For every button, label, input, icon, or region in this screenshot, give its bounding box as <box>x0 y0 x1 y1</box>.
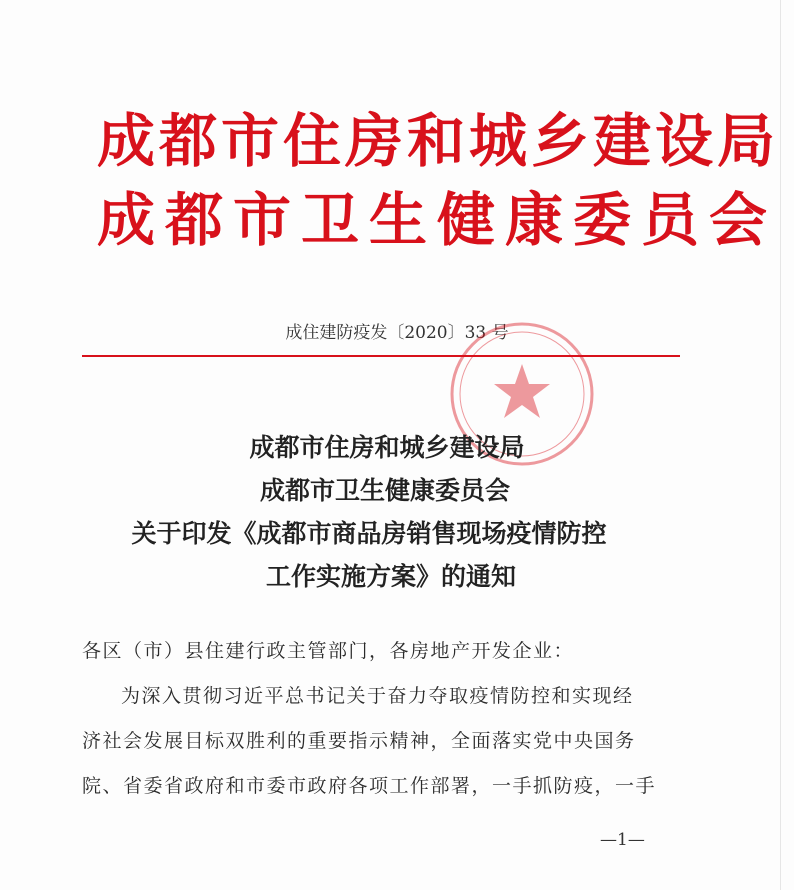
title-line-1: 成都市住房和城乡建设局 <box>249 433 525 462</box>
title-line-2: 成都市卫生健康委员会 <box>259 476 510 505</box>
body-line-1: 为深入贯彻习近平总书记关于奋力夺取疫情防控和实现经 <box>121 685 634 707</box>
body-line-3: 院、省委省政府和市委市政府各项工作部署，一手抓防疫，一手 <box>82 775 657 797</box>
issuer-header-line-1: 成都市住房和城乡建设局 <box>97 107 780 175</box>
document-number: 成住建防疫发〔2020〕33 号 <box>285 323 509 343</box>
body-line-2: 济社会发展目标双胜利的重要指示精神，全面落实党中央国务 <box>82 730 636 752</box>
title-line-4: 工作实施方案》的通知 <box>265 562 516 591</box>
salutation: 各区（市）县住建行政主管部门，各房地产开发企业： <box>82 640 575 662</box>
page-number: —1— <box>600 830 645 850</box>
title-line-3: 关于印发《成都市商品房销售现场疫情防控 <box>131 519 607 548</box>
issuer-header-line-2: 成都市卫生健康委员会 <box>97 186 778 254</box>
